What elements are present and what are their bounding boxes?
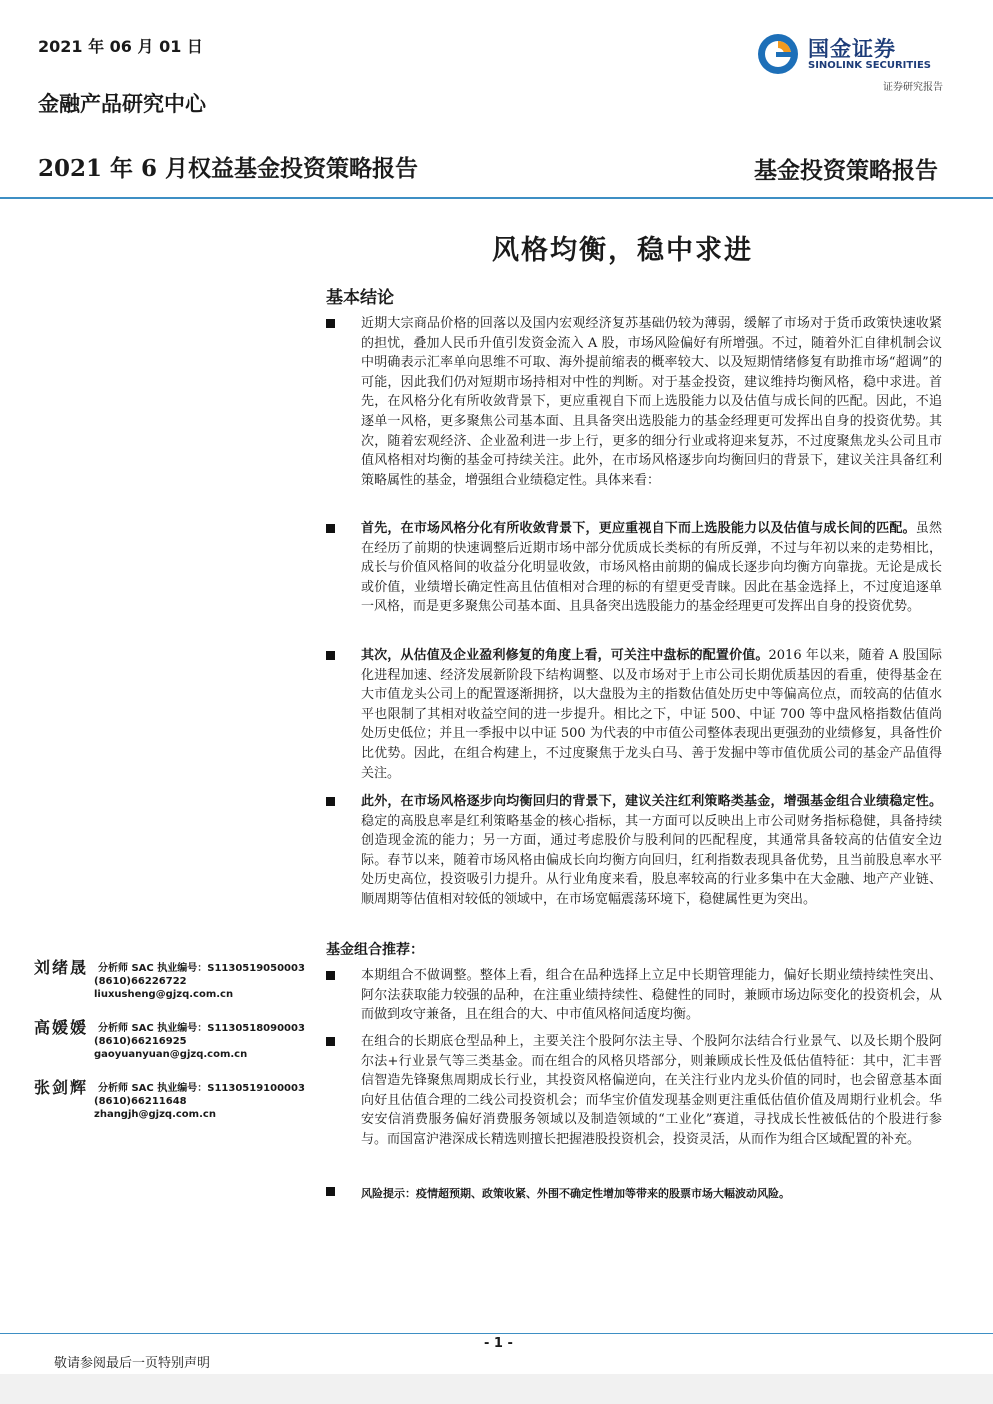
brand-logo-icon <box>756 32 800 76</box>
analyst-email[interactable]: zhangjh@gjzq.com.cn <box>94 1109 216 1120</box>
conclusion-text: 虽然在经历了前期的快速调整后近期市场中部分优质成长类标的有所反弹，不过与年初以来的走势相比，成长与价值风格间的收益分化明显收敛，市场风格由前期的偏成长逐步向均衡方向靠拢。无论是成长或价值，业绩增长确定性高且估值相对合理的标的有望更受青睐。因此在基金选择上，不过度追逐单一风格，而是更多聚焦公司基本面、且具备突出选股能力的基金经理更可发挥出自身的投资优势。 <box>361 521 942 615</box>
headline: 风格均衡，稳中求进 <box>492 235 753 266</box>
bullet-icon <box>326 797 335 806</box>
report-title: 2021 年 6 月权益基金投资策略报告 <box>38 155 419 182</box>
bullet-icon <box>326 651 335 660</box>
bullet-icon <box>326 971 335 980</box>
analyst-email[interactable]: gaoyuanyuan@gjzq.com.cn <box>94 1049 248 1060</box>
bullet-icon <box>326 1037 335 1046</box>
analyst-phone: (8610)66226722 <box>94 976 187 987</box>
section-portfolio-heading: 基金组合推荐： <box>326 942 424 958</box>
footer-disclaimer: 敬请参阅最后一页特别声明 <box>54 1356 211 1371</box>
bullet-icon <box>326 1187 335 1196</box>
analyst-role: 分析师 SAC 执业编号：S1130518090003 <box>98 1023 305 1034</box>
section-conclusion-heading: 基本结论 <box>326 288 394 308</box>
analyst-role: 分析师 SAC 执业编号：S1130519050003 <box>98 963 305 974</box>
analyst-email[interactable]: liuxusheng@gjzq.com.cn <box>94 989 234 1000</box>
conclusion-lead: 其次，从估值及企业盈利修复的角度上看，可关注中盘标的配置价值。 <box>361 648 769 663</box>
conclusion-lead: 首先，在市场风格分化有所收敛背景下，更应重视自下而上选股能力以及估值与成长间的匹配。 <box>361 521 916 536</box>
sub-brand: 证券研究报告 <box>883 82 943 93</box>
header-divider <box>0 197 993 199</box>
conclusion-item-1 <box>326 314 942 490</box>
analyst-phone: (8610)66216925 <box>94 1036 187 1047</box>
conclusion-item-2 <box>326 519 942 617</box>
portfolio-item-1 <box>326 966 942 1025</box>
analyst-name: 刘绪晟 <box>34 958 89 977</box>
report-type: 基金投资策略报告 <box>754 157 938 184</box>
footer-band <box>0 1374 993 1404</box>
portfolio-item-2 <box>326 1032 942 1150</box>
report-date: 2021 年 06 月 01 日 <box>38 37 203 56</box>
page-number: - 1 - <box>484 1336 513 1351</box>
conclusion-text: 2016 年以来，随着 A 股国际化进程加速、经济发展新阶段下结构调整、以及市场对于上市公司长期优质基因的看重，使得基金在大市值龙头公司上的配置逐渐拥挤，以大盘股为主的指数估值处历史中等偏高位点，而较高的估值水平也限制了其相对收益空间的进一步提升。相比之下，中证 500、中证 700 等中盘风格指数估值尚处历史低位；并且一季报中以中证 500 为代表的中市值公司整体表现出更强劲的业绩修复，具备性价比优势。因此，在组合构建上，不过度聚焦于龙头白马、善于发掘中等市值优质公司的基金产品值得关注。 <box>361 648 942 781</box>
conclusion-item-3 <box>326 646 942 783</box>
portfolio-text: 本期组合不做调整。整体上看，组合在品种选择上立足中长期管理能力，偏好长期业绩持续性突出、阿尔法获取能力较强的品种，在注重业绩持续性、稳健性的同时，兼顾市场边际变化的投资机会，从而做到攻守兼备，且在组合的大、中市值风格间适度均衡。 <box>361 968 942 1023</box>
conclusion-lead: 此外，在市场风格逐步向均衡回归的背景下，建议关注红利策略类基金，增强基金组合业绩稳定性。 <box>361 794 942 809</box>
brand-logo <box>756 30 946 80</box>
bullet-icon <box>326 524 335 533</box>
conclusion-item-4 <box>326 792 942 910</box>
research-center: 金融产品研究中心 <box>38 91 206 116</box>
analyst-phone: (8610)66211648 <box>94 1096 187 1107</box>
footer-divider <box>0 1333 993 1334</box>
brand-name-cn: 国金证券 <box>808 37 896 61</box>
brand-name-en: SINOLINK SECURITIES <box>808 60 931 71</box>
analyst-name: 张剑辉 <box>34 1078 89 1097</box>
risk-item <box>326 1184 942 1204</box>
analyst-name: 高媛媛 <box>34 1018 89 1037</box>
portfolio-text: 在组合的长期底仓型品种上，主要关注个股阿尔法主导、个股阿尔法结合行业景气、以及长期个股阿尔法+行业景气等三类基金。而在组合的风格贝塔部分，则兼顾成长性及低估值特征：其中，汇丰晋信智造先锋聚焦周期成长行业，其投资风格偏逆向，在关注行业内龙头价值的同时，也会留意基本面向好且估值合理的二线公司投资机会；而华宝价值发现基金则更注重低估值价值及周期行业机会。华安安信消费服务偏好消费服务领域以及制造领域的“工业化”赛道，寻找成长性被低估的个股进行参与。而国富沪港深成长精选则擅长把握港股投资机会，投资灵活，从而作为组合区域配置的补充。 <box>361 1034 942 1147</box>
risk-notice: 风险提示：疫情超预期、政策收紧、外围不确定性增加等带来的股票市场大幅波动风险。 <box>361 1187 790 1200</box>
bullet-icon <box>326 319 335 328</box>
conclusion-text: 稳定的高股息率是红利策略基金的核心指标，其一方面可以反映出上市公司财务指标稳健，具备持续创造现金流的能力；另一方面，通过考虑股价与股利间的匹配程度，其通常具备较高的估值安全边际。春节以来，随着市场风格由偏成长向均衡方向回归，红利指数表现具备优势，且当前股息率水平处历史高位，投资吸引力提升。从行业角度来看，股息率较高的行业多集中在大金融、地产产业链、顺周期等估值相对较低的领域中，在市场宽幅震荡环境下，稳健属性更为突出。 <box>361 813 942 907</box>
conclusion-text: 近期大宗商品价格的回落以及国内宏观经济复苏基础仍较为薄弱，缓解了市场对于货币政策快速收紧的担忧，叠加人民币升值引发资金流入 A 股，市场风险偏好有所增强。不过，随着外汇自律机制会议中明确表示汇率单向思维不可取、海外提前缩表的概率较大、以及短期情绪修复有助推市场“超调”的可能，因此我们仍对短期市场持相对中性的判断。对于基金投资，建议维持均衡风格，稳中求进。首先，在风格分化有所收敛背景下，更应重视自下而上选股能力以及估值与成长间的匹配。因此，不追逐单一风格，更多聚焦公司基本面、且具备突出选股能力的基金经理更可发挥出自身的投资优势。其次，随着宏观经济、企业盈利进一步上行，更多的细分行业或将迎来复苏，不过度聚焦龙头公司且市值风格相对均衡的基金可持续关注。此外，在市场风格逐步向均衡回归的背景下，建议关注具备红利策略属性的基金，增强组合业绩稳定性。具体来看： <box>361 316 942 488</box>
analyst-role: 分析师 SAC 执业编号：S1130519100003 <box>98 1083 305 1094</box>
